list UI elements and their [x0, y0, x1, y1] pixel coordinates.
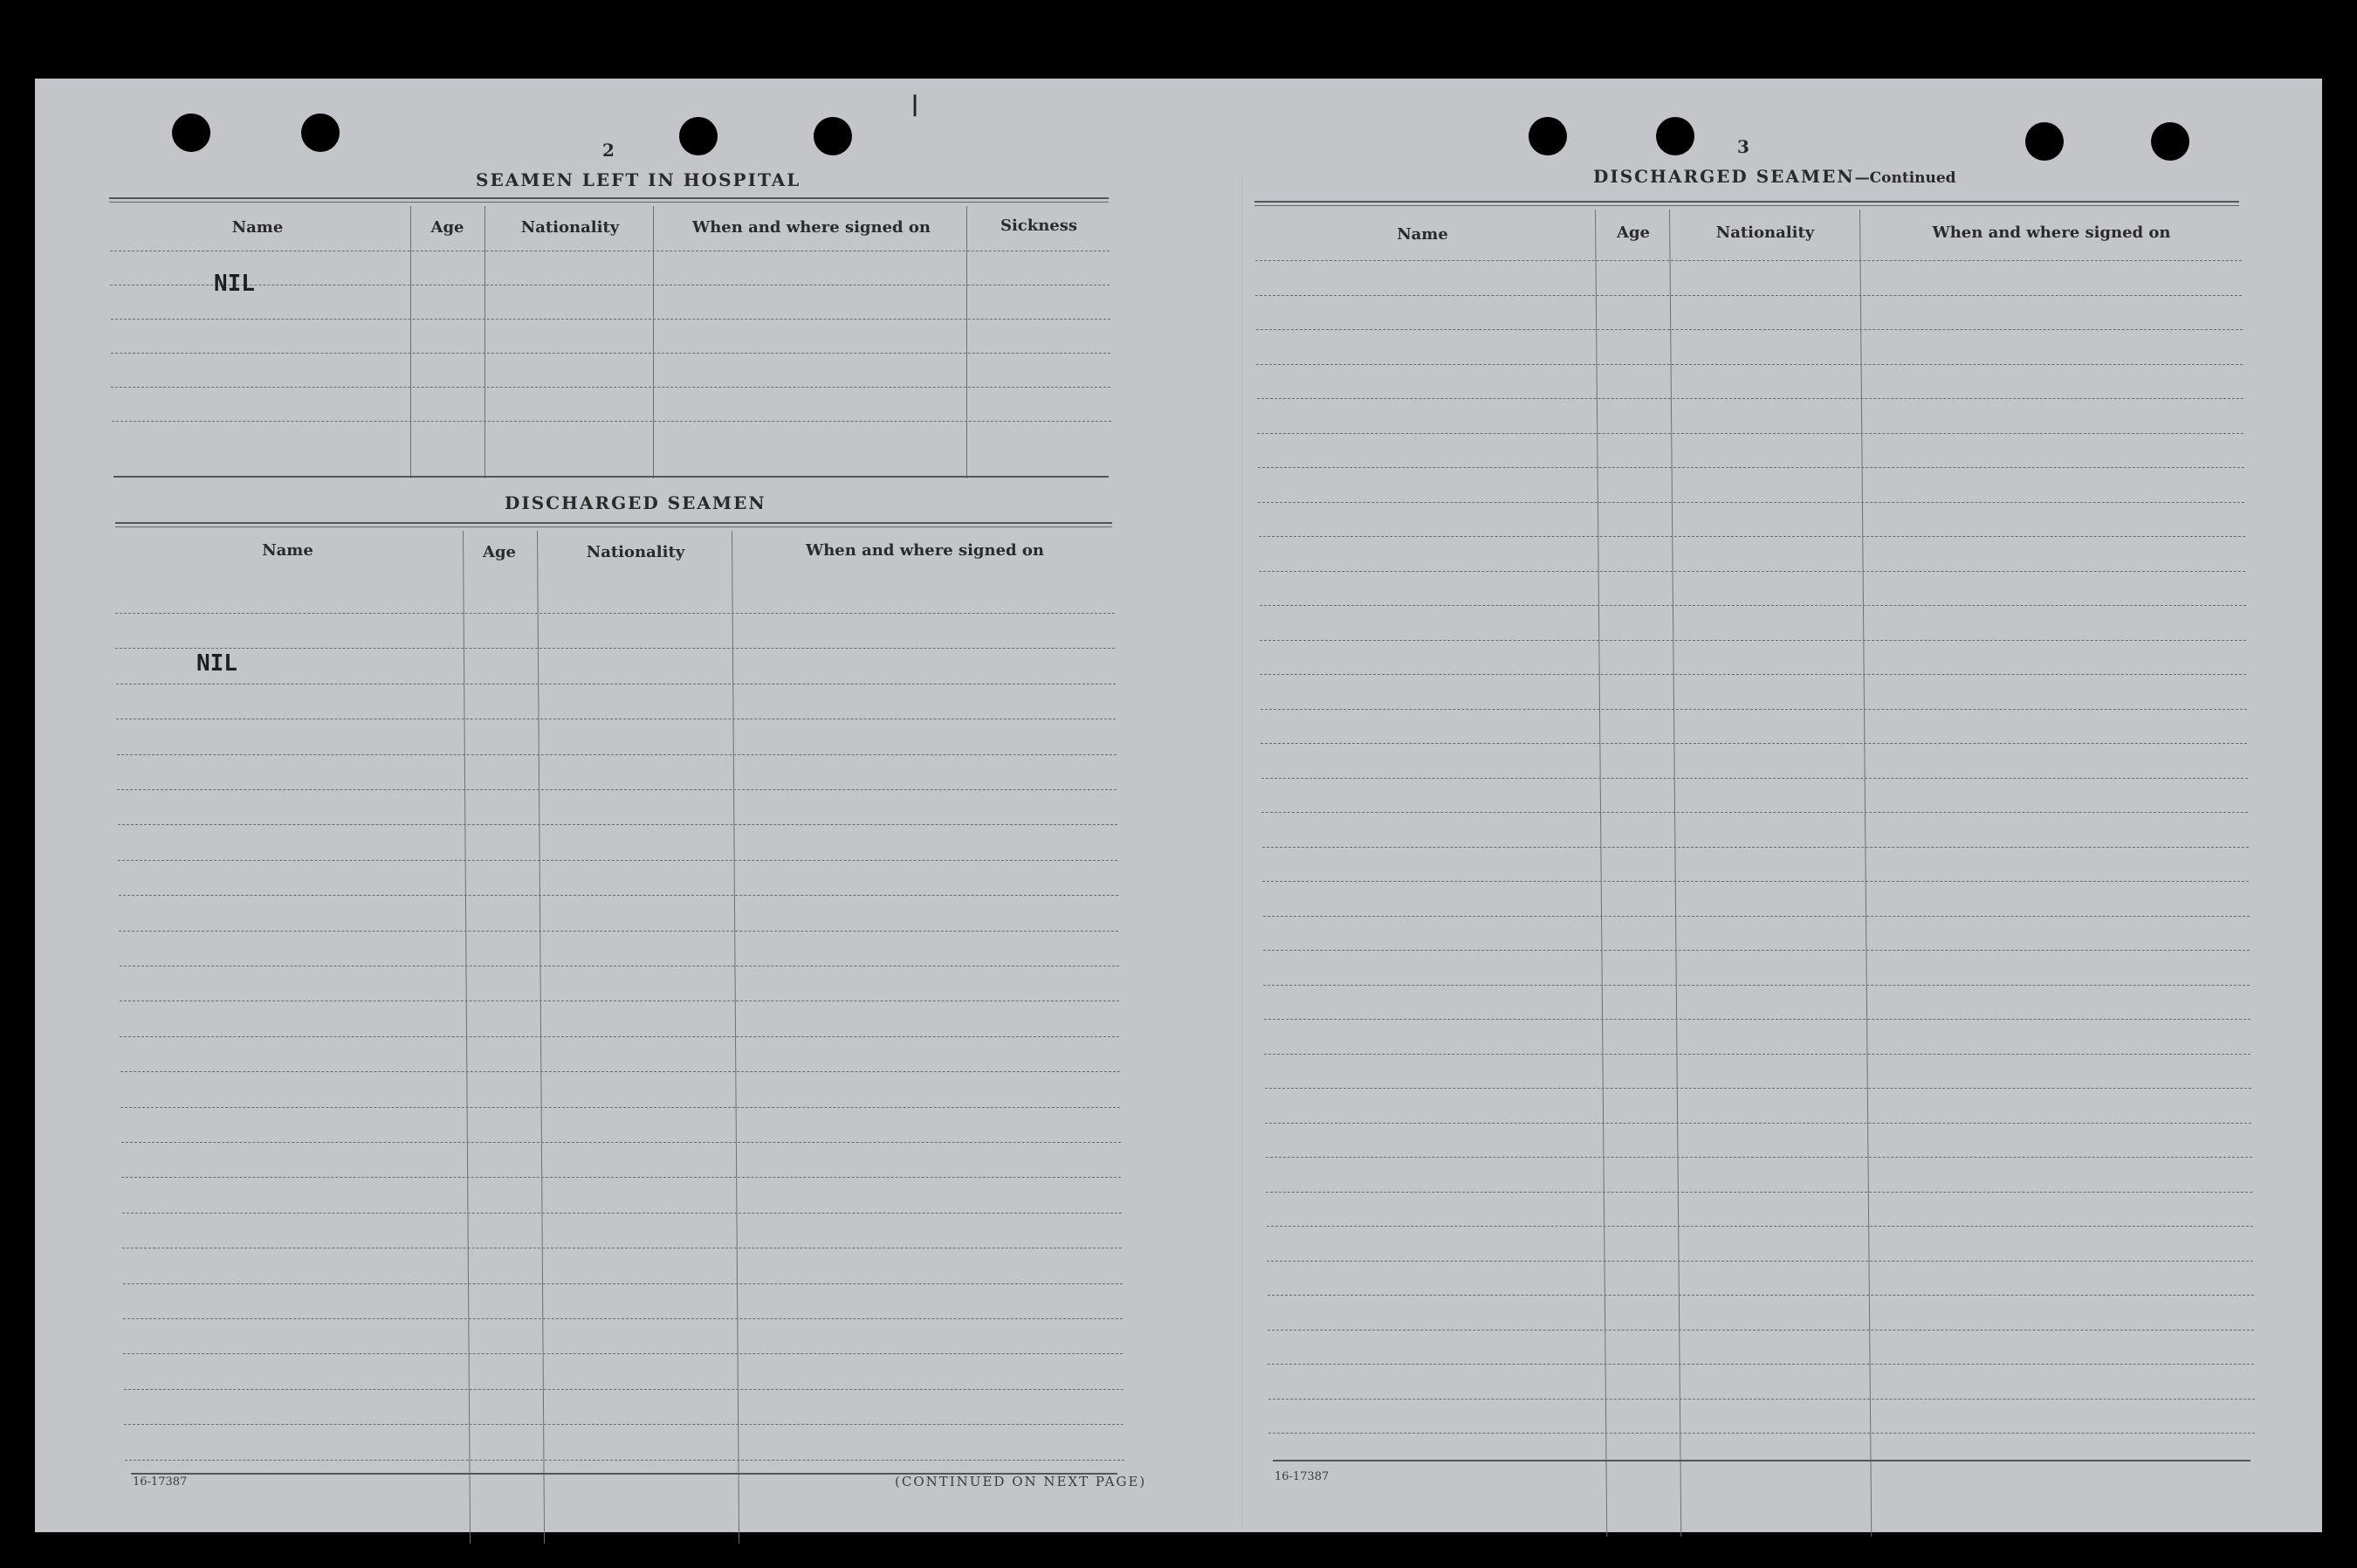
table-row-line [115, 613, 1115, 614]
table-row-line [1263, 916, 2250, 917]
table-row-line [117, 754, 1117, 755]
column-header-signed-on: When and where signed on [692, 218, 931, 237]
footer-rule [1273, 1460, 2250, 1461]
table-row-line [1260, 605, 2246, 606]
column-header-age: Age [1616, 224, 1650, 242]
table-row-line [1263, 950, 2250, 951]
table-row-line [118, 860, 1117, 861]
column-divider [653, 206, 654, 478]
column-header-signed-on: When and where signed on [1932, 224, 2171, 242]
header-rule [1254, 201, 2239, 203]
punch-hole [1656, 117, 1694, 155]
header-rule [115, 522, 1112, 524]
punch-hole [1529, 117, 1567, 155]
table-row-line [1263, 985, 2250, 986]
table-row-line [123, 1283, 1123, 1284]
table-row-line [1261, 743, 2247, 744]
form-number: 16-17387 [133, 1475, 188, 1489]
punch-hole [172, 113, 210, 152]
table-row-line [118, 824, 1117, 825]
ink-mark: ❘ [906, 91, 924, 116]
table-row-line [1259, 536, 2245, 537]
table-row-line [1255, 260, 2242, 261]
section-title-hospital: SEAMEN LEFT IN HOSPITAL [476, 169, 801, 190]
column-header-age: Age [482, 543, 516, 561]
table-row-line [1266, 1157, 2252, 1158]
table-row-line [115, 648, 1115, 649]
column-header-sickness: Sickness [1000, 217, 1078, 235]
table-row-line [1259, 571, 2245, 572]
table-row-line [125, 1460, 1124, 1461]
table-row-line [120, 1071, 1120, 1072]
table-row-line [121, 1177, 1121, 1178]
table-row-line [1256, 329, 2243, 330]
table-row-line [117, 789, 1117, 790]
table-row-line [1256, 364, 2243, 365]
title-suffix: —Continued [1854, 169, 1956, 187]
punch-hole [2025, 122, 2064, 161]
table-row-line [119, 931, 1118, 932]
table-row-line [1260, 640, 2246, 641]
title-text: DISCHARGED SEAMEN [1593, 166, 1855, 187]
table-row-line [1257, 398, 2244, 399]
table-row-line [1261, 812, 2248, 813]
table-row-line [111, 387, 1110, 388]
table-row-line [123, 1318, 1123, 1319]
column-header-nationality: Nationality [520, 218, 620, 237]
table-row-line [1255, 295, 2242, 296]
table-row-line [111, 353, 1110, 354]
table-row-line [120, 1107, 1120, 1108]
column-divider [1669, 210, 1681, 1537]
table-row-line [1268, 1364, 2254, 1365]
punch-hole [301, 113, 340, 152]
table-row-line [1262, 847, 2249, 848]
table-row-line [1264, 1054, 2250, 1055]
column-divider [1595, 210, 1607, 1537]
table-row-line [111, 319, 1110, 320]
punch-hole [679, 117, 718, 155]
table-row-line [1264, 1019, 2250, 1020]
table-row-line [1268, 1295, 2254, 1296]
table-row-line [124, 1424, 1124, 1425]
discharged-entry: NIL [196, 650, 237, 677]
document-sheet [35, 79, 2322, 1532]
column-header-name: Name [1397, 225, 1448, 244]
column-divider [484, 206, 485, 478]
table-row-line [1262, 881, 2249, 882]
table-row-line [1265, 1123, 2251, 1124]
column-header-signed-on: When and where signed on [806, 541, 1044, 560]
table-row-line [1267, 1261, 2253, 1262]
column-header-name: Name [231, 218, 284, 237]
table-row-line [122, 1213, 1122, 1214]
punch-hole [814, 117, 852, 155]
table-row-line [1268, 1330, 2254, 1331]
table-row-line [121, 1142, 1121, 1143]
table-row-line [112, 421, 1111, 422]
table-row-line [123, 1353, 1123, 1354]
column-divider [1859, 210, 1872, 1537]
table-row-line [1268, 1433, 2255, 1434]
column-header-name: Name [262, 541, 313, 560]
table-row-line [1258, 467, 2244, 468]
page-fold [1241, 175, 1242, 1528]
page-number: 2 [602, 140, 615, 161]
section-rule [113, 476, 1109, 478]
table-row-line [1261, 778, 2248, 779]
hospital-entry: NIL [214, 271, 255, 297]
table-row-line [1260, 674, 2246, 675]
punch-hole [2151, 122, 2189, 161]
column-divider [966, 206, 967, 478]
table-row-line [1266, 1192, 2252, 1193]
table-row-line [120, 1036, 1119, 1037]
table-row-line [1257, 433, 2244, 434]
table-row-line [119, 895, 1118, 896]
form-number: 16-17387 [1275, 1470, 1330, 1483]
table-row-line [1258, 502, 2244, 503]
page-number: 3 [1737, 136, 1749, 157]
table-row-line [1268, 1399, 2255, 1400]
header-rule [109, 197, 1109, 199]
column-header-nationality: Nationality [1715, 224, 1815, 242]
table-row-line [1267, 1226, 2253, 1227]
continued-note: (CONTINUED ON NEXT PAGE) [895, 1474, 1147, 1489]
column-divider [410, 206, 411, 478]
table-row-line [1265, 1088, 2251, 1089]
table-row-line [1261, 709, 2247, 710]
column-header-nationality: Nationality [586, 543, 685, 561]
column-header-age: Age [430, 218, 464, 237]
section-title-discharged-continued [1593, 166, 1956, 187]
section-title-discharged: DISCHARGED SEAMEN [505, 492, 766, 513]
table-row-line [124, 1389, 1124, 1390]
